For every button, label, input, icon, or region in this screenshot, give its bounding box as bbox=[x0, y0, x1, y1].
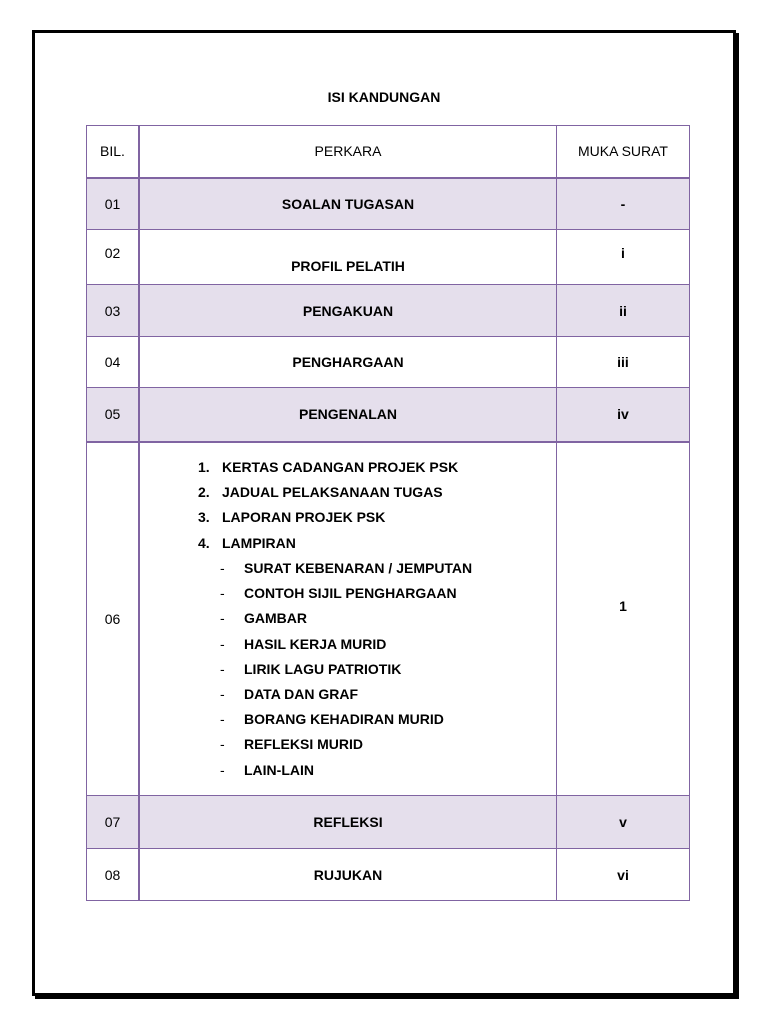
row-bil: 04 bbox=[87, 337, 140, 388]
dash-marker: - bbox=[220, 685, 225, 702]
row-muka-surat: i bbox=[557, 230, 690, 285]
row-muka-surat: ii bbox=[557, 285, 690, 337]
row-perkara: RUJUKAN bbox=[139, 849, 557, 901]
list-item bbox=[198, 531, 556, 783]
sub-list-item-label: DATA DAN GRAF bbox=[244, 685, 359, 702]
sub-list-item bbox=[220, 556, 556, 581]
table-row bbox=[87, 230, 690, 285]
row-perkara: REFLEKSI bbox=[139, 796, 557, 849]
list-item-number: 2. bbox=[198, 484, 210, 501]
dash-marker: - bbox=[220, 635, 225, 652]
sub-list-item bbox=[220, 657, 556, 682]
list-item bbox=[198, 505, 556, 530]
table-row bbox=[87, 849, 690, 901]
table-row bbox=[87, 442, 690, 796]
table-row bbox=[87, 388, 690, 442]
row-perkara: PENGENALAN bbox=[139, 388, 557, 442]
list-item-number: 1. bbox=[198, 458, 210, 475]
row-muka-surat: iv bbox=[557, 388, 690, 442]
row-muka-surat: 1 bbox=[557, 442, 690, 796]
sub-list-item bbox=[220, 581, 556, 606]
toc-table bbox=[86, 125, 690, 901]
list-item-label: JADUAL PELAKSANAAN TUGAS bbox=[222, 484, 443, 501]
row-perkara: PENGAKUAN bbox=[139, 285, 557, 337]
sub-list-item-label: BORANG KEHADIRAN MURID bbox=[244, 711, 444, 728]
table-row bbox=[87, 796, 690, 849]
dash-marker: - bbox=[220, 660, 225, 677]
row-bil: 05 bbox=[87, 388, 140, 442]
row-perkara-list bbox=[139, 442, 557, 796]
list-item-label: KERTAS CADANGAN PROJEK PSK bbox=[222, 458, 459, 475]
dash-marker: - bbox=[220, 711, 225, 728]
sub-item-list bbox=[198, 556, 556, 783]
table-row bbox=[87, 337, 690, 388]
sub-list-item-label: LAIN-LAIN bbox=[244, 761, 314, 778]
row-muka-surat: - bbox=[557, 178, 690, 230]
header-row bbox=[87, 126, 690, 178]
row-bil: 08 bbox=[87, 849, 140, 901]
row-perkara: PROFIL PELATIH bbox=[139, 230, 557, 285]
header-bil: BIL. bbox=[87, 126, 140, 178]
header-muka-surat: MUKA SURAT bbox=[557, 126, 690, 178]
row-bil: 07 bbox=[87, 796, 140, 849]
dash-marker: - bbox=[220, 585, 225, 602]
sub-list-item-label: HASIL KERJA MURID bbox=[244, 635, 387, 652]
dash-marker: - bbox=[220, 761, 225, 778]
sub-list-item bbox=[220, 758, 556, 783]
sub-list-item-label: GAMBAR bbox=[244, 610, 307, 627]
row-muka-surat: iii bbox=[557, 337, 690, 388]
header-perkara: PERKARA bbox=[139, 126, 557, 178]
dash-marker: - bbox=[220, 610, 225, 627]
list-item bbox=[198, 480, 556, 505]
sub-list-item-label: REFLEKSI MURID bbox=[244, 736, 363, 753]
row-bil: 03 bbox=[87, 285, 140, 337]
row-perkara: PENGHARGAAN bbox=[139, 337, 557, 388]
list-item-label: LAPORAN PROJEK PSK bbox=[222, 509, 386, 526]
sub-list-item-label: CONTOH SIJIL PENGHARGAAN bbox=[244, 585, 457, 602]
dash-marker: - bbox=[220, 736, 225, 753]
sub-list-item bbox=[220, 632, 556, 657]
sub-list-item-label: SURAT KEBENARAN / JEMPUTAN bbox=[244, 559, 473, 576]
sub-list-item bbox=[220, 606, 556, 631]
sub-list-item-label: LIRIK LAGU PATRIOTIK bbox=[244, 660, 402, 677]
row-bil: 01 bbox=[87, 178, 140, 230]
table-row bbox=[87, 285, 690, 337]
list-item-number: 3. bbox=[198, 509, 210, 526]
dash-marker: - bbox=[220, 559, 225, 576]
row-muka-surat: vi bbox=[557, 849, 690, 901]
list-item bbox=[198, 455, 556, 480]
row-bil: 06 bbox=[87, 442, 140, 796]
list-item-number: 4. bbox=[198, 534, 210, 551]
list-item-label: LAMPIRAN bbox=[222, 534, 296, 551]
sub-list-item bbox=[220, 682, 556, 707]
row-perkara: SOALAN TUGASAN bbox=[139, 178, 557, 230]
main-item-list bbox=[140, 455, 556, 783]
row-bil: 02 bbox=[87, 230, 140, 285]
sub-list-item bbox=[220, 732, 556, 757]
table-row bbox=[87, 178, 690, 230]
sub-list-item bbox=[220, 707, 556, 732]
page-title: ISI KANDUNGAN bbox=[327, 89, 441, 105]
row-muka-surat: v bbox=[557, 796, 690, 849]
